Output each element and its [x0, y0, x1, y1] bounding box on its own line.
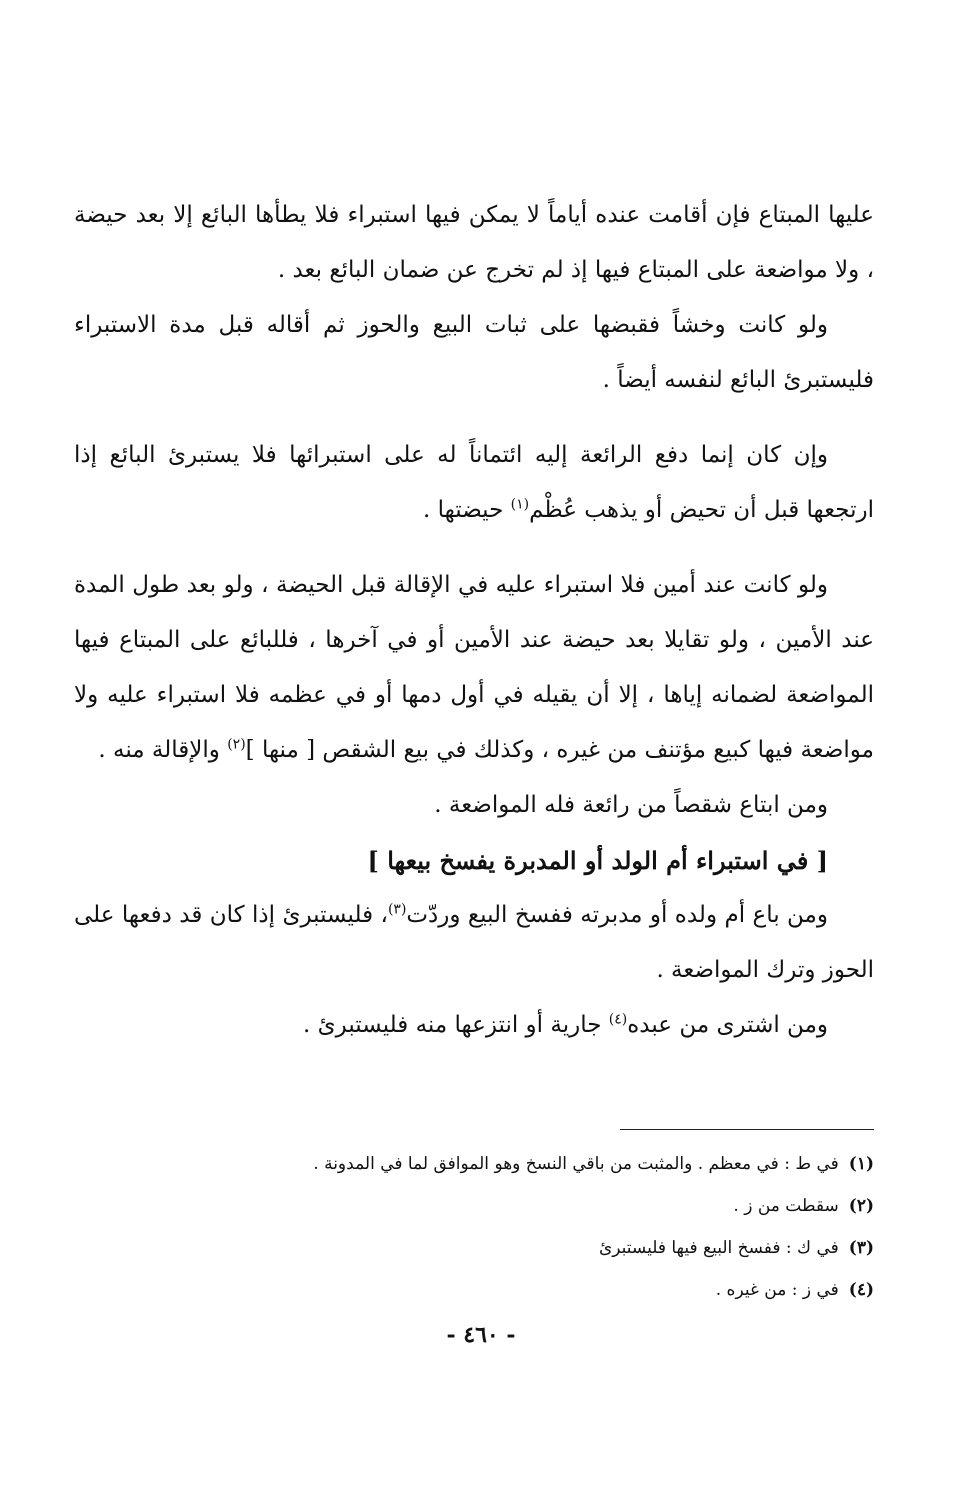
footnote-ref-4[interactable]: (٤) [608, 1011, 628, 1028]
paragraph-6-text: ومن باع أم ولده أو مدبرته ففسخ البيع وردّت [406, 902, 828, 928]
footnote-4 [74, 1269, 874, 1311]
paragraph-6-text-end: ، فليستبرئ إذا كان قد دفعها على الحوز وترك المواضعة . [74, 902, 874, 983]
paragraph-7-text-end: جارية أو انتزعها منه فليستبرئ . [303, 1012, 609, 1038]
footnote-number: (٣) [848, 1238, 874, 1258]
footnote-text: في ط : في معظم . والمثبت من باقي النسخ وهو الموافق لما في المدونة . [313, 1154, 839, 1174]
main-text [74, 188, 874, 1053]
footnote-1 [74, 1143, 874, 1185]
footnote-number: (٢) [848, 1196, 874, 1216]
paragraph-4-text: ولو كانت عند أمين فلا استبراء عليه في الإقالة قبل الحيضة ، ولو بعد طول المدة عند الأمين ، ولو تقايلا بعد حيضة عند الأمين أو في آخرها ، فللبائع على المبتاع فيها المواضعة لضمانه إياها ، إلا أن يقيله في أول دمها أو في عظمه فلا استبراء عليه ولا مواضعة فيها كبيع مؤتنف من غيره ، وكذلك في بيع الشقص [ منها ] [74, 572, 874, 763]
page-number: - ٤٦٠ - [446, 1322, 516, 1348]
footnote-text: سقطت من ز . [733, 1196, 839, 1216]
footnote-2 [74, 1185, 874, 1227]
paragraph-7 [74, 998, 874, 1053]
paragraph-7-text: ومن اشترى من عبده [627, 1012, 828, 1038]
footnote-divider [620, 1129, 874, 1130]
paragraph-2: ولو كانت وخشاً فقبضها على ثبات البيع والحوز ثم أقاله قبل مدة الاستبراء فليستبرئ البائع لنفسه أيضاً . [74, 312, 874, 393]
paragraph-1: عليها المبتاع فإن أقامت عنده أياماً لا يمكن فيها استبراء فلا يطأها البائع إلا بعد حيضة ، ولا مواضعة على المبتاع فيها إذ لم تخرج عن ضمان البائع بعد . [74, 202, 874, 283]
paragraph-5: ومن ابتاع شقصاً من رائعة فله المواضعة . [434, 792, 828, 818]
footnote-number: (١) [848, 1154, 874, 1174]
footnote-ref-1[interactable]: (١) [510, 496, 530, 513]
paragraph-4-text-end: والإقالة منه . [98, 737, 228, 763]
footnote-3 [74, 1227, 874, 1269]
footnote-text: في ك : ففسخ البيع فيها فليستبرئ [598, 1238, 839, 1258]
paragraph-6 [74, 888, 874, 998]
paragraph-4 [74, 558, 874, 778]
footnote-ref-3[interactable]: (٣) [387, 901, 407, 918]
section-heading: [ في استبراء أم الولد أو المدبرة يفسخ بيعها ] [367, 846, 828, 875]
footnotes [74, 1143, 874, 1311]
paragraph-3 [74, 428, 874, 538]
footnote-number: (٤) [848, 1280, 874, 1300]
paragraph-3-text-end: حيضتها . [423, 497, 511, 523]
footnote-ref-2[interactable]: (٢) [227, 736, 246, 753]
paragraph-3-text: وإن كان إنما دفع الرائعة إليه ائتماناً له على استبرائها فلا يستبرئ البائع إذا ارتجعها قبل أن تحيض أو يذهب عُظْم [74, 442, 874, 523]
footnote-text: في ز : من غيره . [715, 1280, 839, 1300]
